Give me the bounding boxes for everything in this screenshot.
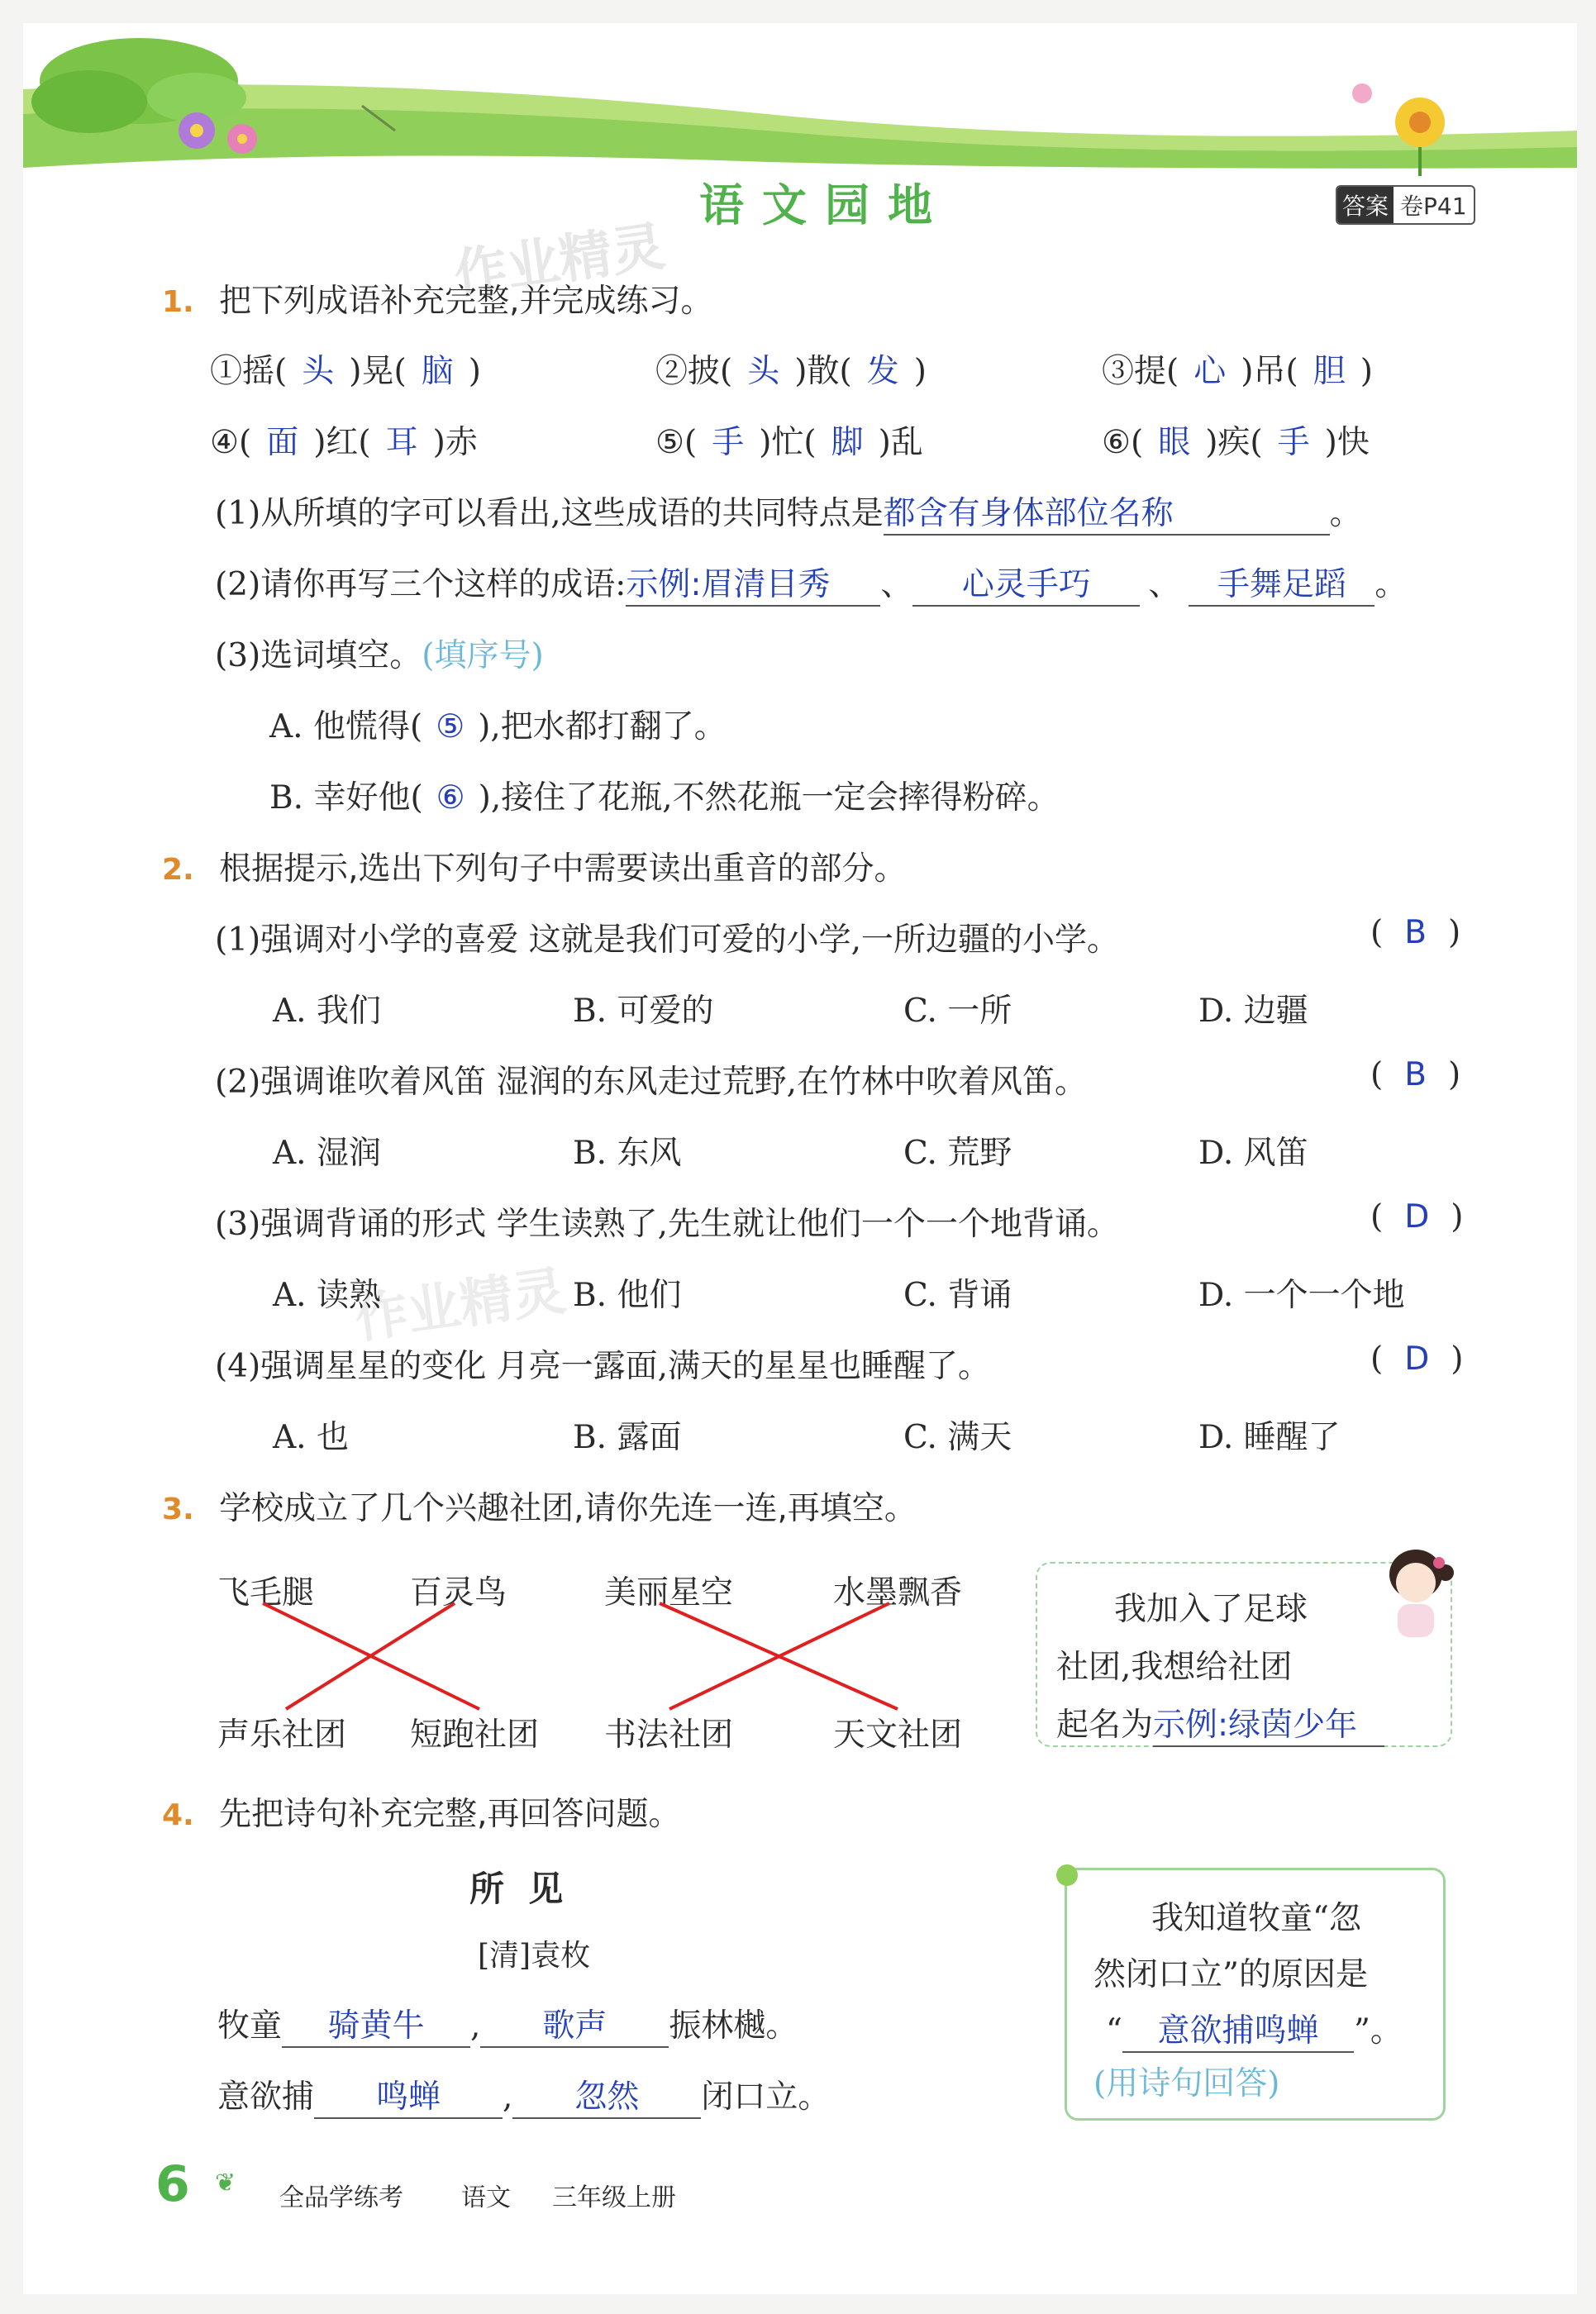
q1-part-2: (2)请你再写三个这样的成语:示例:眉清目秀 、 心灵手巧 、 手舞足蹈 。	[215, 559, 1407, 607]
footer-subject: 语文	[461, 2183, 511, 2212]
answer-page-ref: 卷P41	[1400, 193, 1467, 220]
idiom-6: ⑥( 眼 )疾( 手 )快	[1102, 424, 1370, 461]
idiom-1-answer-1: 头	[302, 353, 335, 390]
q2-item-2-option-a: A. 湿润	[273, 1135, 381, 1172]
q2-item-2-option-d: D. 风笛	[1198, 1135, 1308, 1172]
q1-part-2-answer-1: 示例:眉清目秀	[626, 559, 880, 607]
q2-item-4-answer: ( D )	[1370, 1340, 1464, 1378]
idiom-5-answer-1: 手	[712, 424, 745, 461]
leaf-icon: ❦	[215, 2169, 236, 2197]
idiom-2: ②披( 头 )散( 发 )	[655, 353, 927, 390]
q2-item-3-option-c: C. 背诵	[903, 1277, 1012, 1314]
q2-item-4-option-c: C. 满天	[903, 1419, 1012, 1456]
pin-icon	[1056, 1864, 1078, 1886]
fill-b-answer: ⑥	[436, 779, 465, 817]
q3-stem: 学校成立了几个兴趣社团,请你先连一连,再填空。	[219, 1490, 917, 1527]
club-bottom-1: 声乐社团	[217, 1716, 347, 1754]
q4-reason-answer: 意欲捕鸣蝉	[1122, 2005, 1354, 2053]
q2-item-1-option-c: C. 一所	[903, 993, 1012, 1030]
q1-stem: 把下列成语补充完整,并完成练习。	[219, 283, 713, 320]
idiom-5-answer-2: 脚	[831, 424, 864, 461]
q4-heading	[162, 1788, 681, 1835]
idiom-2-answer-2: 发	[866, 353, 899, 390]
q1-part-3: (3)选词填空。(填序号)	[215, 637, 544, 674]
girl-avatar	[1374, 1540, 1465, 1647]
q2-item-4-option-a: A. 也	[273, 1419, 349, 1456]
idiom-5: ⑤( 手 )忙( 脚 )乱	[655, 424, 923, 461]
q3-number: 3.	[162, 1493, 194, 1526]
club-top-2: 百灵鸟	[410, 1574, 507, 1612]
poem-title: 所 见	[469, 1869, 564, 1909]
q4-box-hint: (用诗句回答)	[1093, 2065, 1280, 2102]
answer-label: 答案	[1337, 187, 1394, 223]
q2-item-1-answer: ( B )	[1370, 914, 1461, 951]
poem-line-1-answer-1: 骑黄牛	[282, 2000, 470, 2048]
q2-item-4: (4)强调星星的变化 月亮一露面,满天的星星也睡醒了。	[215, 1348, 991, 1385]
workbook-page	[23, 23, 1577, 2294]
idiom-4-answer-2: 耳	[385, 424, 418, 461]
idiom-3-answer-1: 心	[1193, 353, 1227, 390]
watermark-2: 作业精灵	[350, 1260, 569, 1351]
q2-item-4-option-d: D. 睡醒了	[1198, 1419, 1341, 1456]
q2-item-3: (3)强调背诵的形式 学生读熟了,先生就让他们一个一个地背诵。	[215, 1206, 1120, 1243]
idiom-3: ③提( 心 )吊( 胆 )	[1102, 353, 1373, 390]
q1-part-2-answer-2: 心灵手巧	[912, 559, 1140, 607]
q1-part-3-hint: (填序号)	[422, 637, 544, 674]
q2-item-3-option-d: D. 一个一个地	[1198, 1277, 1405, 1314]
q1-number: 1.	[162, 285, 194, 319]
q2-number: 2.	[162, 853, 194, 887]
idiom-1-answer-2: 脑	[421, 353, 454, 390]
q4-box-line-1: 我知道牧童“忽	[1151, 1900, 1361, 1937]
q2-item-2-option-c: C. 荒野	[903, 1135, 1012, 1172]
q2-item-1-option-d: D. 边疆	[1198, 993, 1308, 1030]
q3-box-line-3: 起名为示例:绿茵少年	[1056, 1699, 1384, 1747]
footer-grade: 三年级上册	[552, 2183, 676, 2212]
q1-part-1: (1)从所填的字可以看出,这些成语的共同特点是都含有身体部位名称 。	[215, 488, 1362, 536]
q2-item-1-option-b: B. 可爱的	[573, 993, 714, 1030]
footer-book: 全品学练考	[279, 2183, 403, 2212]
club-bottom-3: 书法社团	[604, 1716, 734, 1754]
poem-author: [清]袁枚	[478, 1939, 591, 1973]
q2-item-1: (1)强调对小学的喜爱 这就是我们可爱的小学,一所边疆的小学。	[215, 921, 1120, 959]
q2-item-2: (2)强调谁吹着风笛 湿润的东风走过荒野,在竹林中吹着风笛。	[215, 1064, 1088, 1101]
q2-item-1-option-a: A. 我们	[273, 993, 381, 1030]
club-top-1: 飞毛腿	[217, 1574, 315, 1612]
poem-line-1: 牧童 骑黄牛 , 歌声 振林樾。	[217, 2000, 798, 2048]
page-title: 语文园地	[699, 179, 950, 231]
club-top-4: 水墨飘香	[833, 1574, 963, 1612]
club-bottom-2: 短跑社团	[410, 1716, 540, 1754]
fill-a: A. 他慌得( ⑤ ),把水都打翻了。	[269, 708, 727, 745]
q1-part-2-answer-3: 手舞足蹈	[1189, 559, 1374, 607]
watermark: 作业精灵	[450, 216, 669, 307]
fill-a-answer: ⑤	[436, 708, 465, 745]
q2-item-2-answer: ( B )	[1370, 1056, 1461, 1093]
idiom-6-answer-2: 手	[1277, 424, 1310, 461]
q2-item-4-option-b: B. 露面	[573, 1419, 682, 1456]
q1-part-1-answer: 都含有身体部位名称	[884, 488, 1330, 536]
poem-line-2: 意欲捕 鸣蝉 , 忽然 闭口立。	[217, 2071, 830, 2119]
q4-box-line-3: “ 意欲捕鸣蝉 ”。	[1106, 2005, 1403, 2053]
poem-line-1-answer-2: 歌声	[480, 2000, 669, 2048]
q4-number: 4.	[162, 1798, 194, 1832]
page-number: 6	[155, 2155, 190, 2213]
q4-box-line-2: 然闭口立”的原因是	[1093, 1956, 1368, 1993]
idiom-4: ④( 面 )红( 耳 )赤	[210, 424, 478, 461]
club-top-3: 美丽星空	[604, 1574, 734, 1612]
q2-item-2-option-b: B. 东风	[573, 1135, 682, 1172]
idiom-2-answer-1: 头	[747, 353, 780, 390]
q3-box-line-1: 我加入了足球	[1114, 1591, 1308, 1628]
club-bottom-4: 天文社团	[833, 1716, 963, 1754]
q2-item-3-option-b: B. 他们	[573, 1277, 682, 1314]
q2-stem: 根据提示,选出下列句子中需要读出重音的部分。	[219, 850, 907, 888]
q3-club-name-answer: 示例:绿茵少年	[1153, 1699, 1384, 1747]
q3-box-line-2: 社团,我想给社团	[1056, 1649, 1293, 1686]
q4-stem: 先把诗句补充完整,再回答问题。	[219, 1796, 681, 1833]
fill-b: B. 幸好他( ⑥ ),接住了花瓶,不然花瓶一定会摔得粉碎。	[269, 779, 1060, 817]
idiom-6-answer-1: 眼	[1158, 424, 1191, 461]
poem-line-2-answer-2: 忽然	[512, 2071, 701, 2119]
idiom-4-answer-1: 面	[266, 424, 299, 461]
idiom-1: ①摇( 头 )晃( 脑 )	[210, 353, 481, 390]
q2-item-3-answer: ( D )	[1370, 1198, 1464, 1236]
poem-line-2-answer-1: 鸣蝉	[314, 2071, 503, 2119]
q2-item-3-option-a: A. 读熟	[273, 1277, 381, 1314]
idiom-3-answer-2: 胆	[1313, 353, 1346, 390]
